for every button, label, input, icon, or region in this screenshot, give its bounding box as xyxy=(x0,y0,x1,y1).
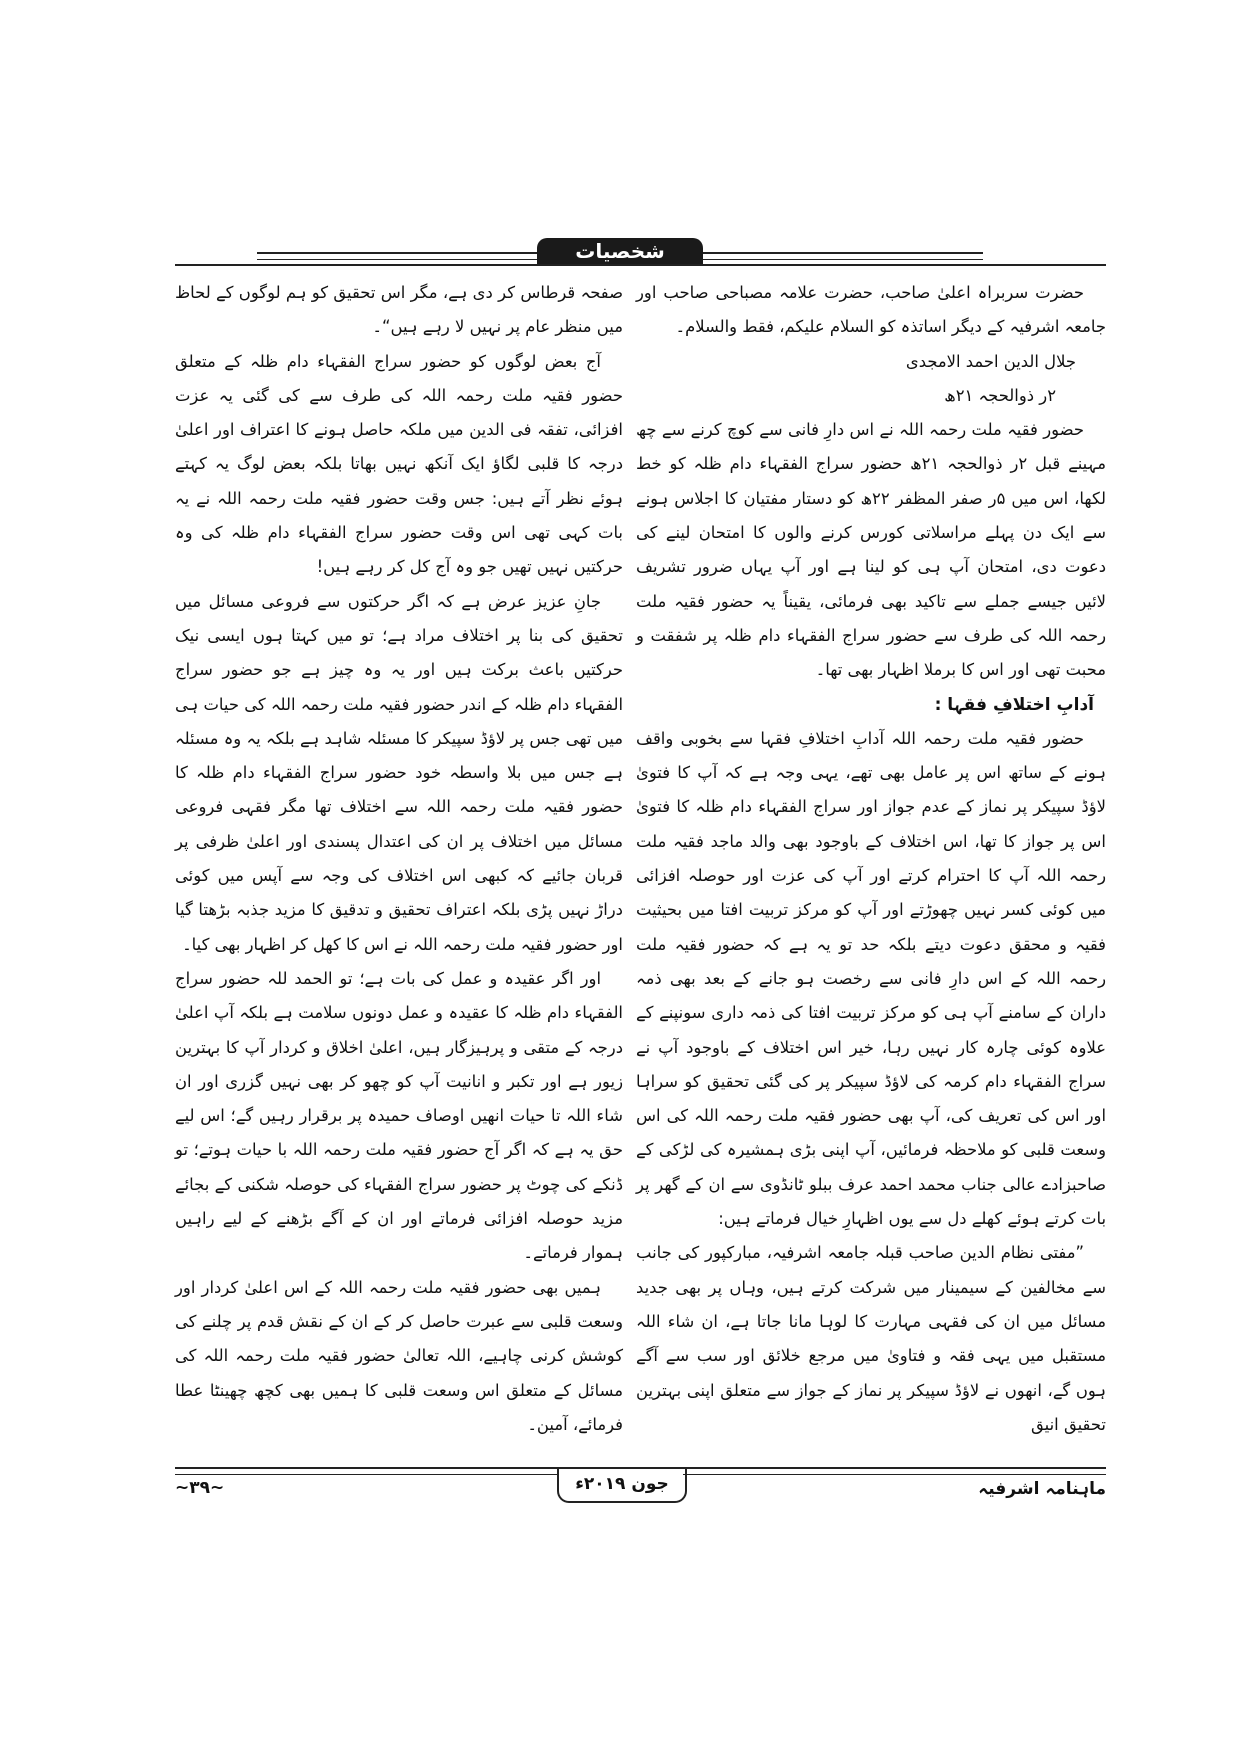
header-rule-right-thin xyxy=(703,259,983,260)
paragraph: حضور فقیہ ملت رحمہ اللہ نے اس دارِ فانی سے کوچ کرنے سے چھ مہینے قبل ۲ر ذوالحجہ ۲۱ھ حضور سراج الفقہاء دام ظلہ کو خط لکھا، اس میں ۵ر صفر المظفر ۲۲ھ کو دستار مفتیان کا اجلاس ہونے سے ایک دن پہلے مراسلاتی کورس کرنے والوں کا امتحان لینے کی دعوت دی، امتحان آپ ہی کو لینا ہے اور آپ یہاں ضرور تشریف لائیں جیسے جملے سے تاکید بھی فرمائی، یقیناً یہ حضور فقیہ ملت رحمہ اللہ کی طرف سے حضور سراج الفقہاء دام ظلہ پر شفقت و محبت تھی اور اس کا برملا اظہار بھی تھا۔ xyxy=(636,420,1106,680)
footer-rule-left xyxy=(175,1474,557,1475)
quotation: ”مفتی نظام الدین صاحب قبلہ جامعہ اشرفیہ، مبارکپور کی جانب سے مخالفین کے سیمینار میں شرکت کرتے ہیں، وہاں پر بھی جدید مسائل میں ان کی فقہی مہارت کا لوہا مانا جاتا ہے، ان شاء اللہ مستقبل میں یہی فقہ و فتاویٰ میں مرجع خلائق اور سب سے آگے ہوں گے، انھوں نے لاؤڈ سپیکر پر نماز کے جواز سے متعلق اپنی بہترین تحقیق انیق xyxy=(636,1243,1106,1434)
left-column xyxy=(175,276,623,1442)
footer-magazine-name: ماہنامہ اشرفیہ xyxy=(978,1479,1106,1499)
signature-name: جلال الدین احمد الامجدی xyxy=(905,351,1076,371)
paragraph: آج بعض لوگوں کو حضور سراج الفقہاء دام ظلہ کے متعلق حضور فقیہ ملت رحمہ اللہ کی طرف سے کی گئی یہ عزت افزائی، تفقہ فی الدین میں ملکہ حاصل ہونے کا اعتراف اور اعلیٰ درجہ کا قلبی لگاؤ ایک آنکھ نہیں بھاتا بلکہ بعض لوگ یہ کہتے ہوئے نظر آتے ہیں: جس وقت حضور فقیہ ملت رحمہ اللہ نے یہ بات کہی تھی اس وقت حضور سراج الفقہاء دام ظلہ کی وہ حرکتیں نہیں تھیں جو وہ آج کل کر رہے ہیں! xyxy=(175,351,623,577)
section-title: شخصیات xyxy=(537,238,703,264)
sub-heading: آدابِ اختلافِ فقہا : xyxy=(934,694,1094,715)
paragraph: اور اگر عقیدہ و عمل کی بات ہے؛ تو الحمد للہ حضور سراج الفقہاء دام ظلہ کا عقیدہ و عمل دونوں سلامت ہے بلکہ آپ اعلیٰ درجہ کے متقی و پرہیزگار ہیں، اعلیٰ اخلاق و کردار آپ کا بہترین زیور ہے اور تکبر و انانیت آپ کو چھو کر بھی نہیں گزری اور ان شاء اللہ تا حیات انھیں اوصاف حمیدہ پر برقرار رہیں گے؛ اس لیے حق یہ ہے کہ اگر آج حضور فقیہ ملت رحمہ اللہ با حیات ہوتے؛ تو ڈنکے کی چوٹ پر حضور سراج الفقہاء کی حوصلہ شکنی کے بجائے مزید حوصلہ افزائی فرماتے اور ان کے آگے بڑھنے کے لیے راہیں ہموار فرماتے۔ xyxy=(175,968,623,1263)
header-rule-left-thin xyxy=(257,259,537,260)
header-rule-full xyxy=(175,264,1106,266)
right-column xyxy=(636,276,1106,1442)
footer-issue-date: جون ۲۰۱۹ء xyxy=(557,1467,687,1503)
footer-page-number: ~۳۹~ xyxy=(175,1478,225,1498)
footer-rule-right xyxy=(683,1474,1106,1475)
paragraph: جانِ عزیز عرض ہے کہ اگر حرکتوں سے فروعی مسائل میں تحقیق کی بنا پر اختلاف مراد ہے؛ تو میں کہتا ہوں ایسی نیک حرکتیں باعث برکت ہیں اور یہ وہ چیز ہے جو حضور سراج الفقہاء دام ظلہ کے اندر حضور فقیہ ملت رحمہ اللہ کی حیات ہی میں تھی جس پر لاؤڈ سپیکر کا مسئلہ شاہد ہے بلکہ یہ وہ مسئلہ ہے جس میں بلا واسطہ خود حضور سراج الفقہاء دام ظلہ کا حضور فقیہ ملت رحمہ اللہ سے اختلاف تھا مگر فقہی فروعی مسائل میں اختلاف پر ان کی اعتدال پسندی اور اعلیٰ ظرفی پر قربان جائیے کہ کبھی اس اختلاف کی وجہ سے آپس میں کوئی دراڑ نہیں پڑی بلکہ اعتراف تحقیق و تدقیق کا مزید جذبہ بڑھتا گیا اور حضور فقیہ ملت رحمہ اللہ نے اس کا کھل کر اظہار بھی کیا۔ xyxy=(175,591,623,954)
header-rule-right xyxy=(703,252,983,254)
paragraph: صفحہ قرطاس کر دی ہے، مگر اس تحقیق کو ہم لوگوں کے لحاظ میں منظر عام پر نہیں لا رہے ہیں“۔ xyxy=(175,283,623,337)
signature-date: ۲ر ذوالحجہ ۲۱ھ xyxy=(944,385,1056,405)
paragraph: حضرت سربراہ اعلیٰ صاحب، حضرت علامہ مصباحی صاحب اور جامعہ اشرفیہ کے دیگر اساتذہ کو السلام علیکم، فقط والسلام۔ xyxy=(636,283,1106,337)
paragraph: ہمیں بھی حضور فقیہ ملت رحمہ اللہ کے اس اعلیٰ کردار اور وسعت قلبی سے عبرت حاصل کر کے ان کے نقش قدم پر چلنے کی کوشش کرنی چاہیے، اللہ تعالیٰ حضور فقیہ ملت رحمہ اللہ کی مسائل کے متعلق اس وسعت قلبی کا ہمیں بھی کچھ چھینٹا عطا فرمائے، آمین۔ xyxy=(175,1277,623,1434)
paragraph: حضور فقیہ ملت رحمہ اللہ آدابِ اختلافِ فقہا سے بخوبی واقف ہونے کے ساتھ اس پر عامل بھی تھے، یہی وجہ ہے کہ آپ کا فتویٰ لاؤڈ سپیکر پر نماز کے عدم جواز اور سراج الفقہاء دام ظلہ کا فتویٰ اس پر جواز کا تھا، اس اختلاف کے باوجود بھی والد ماجد فقیہ ملت رحمہ اللہ آپ کا احترام کرتے اور آپ کی عزت اور حوصلہ افزائی میں کوئی کسر نہیں چھوڑتے اور آپ کو مرکز تربیت افتا میں بحیثیت فقیہ و محقق دعوت دیتے بلکہ حد تو یہ ہے کہ حضور فقیہ ملت رحمہ اللہ کے اس دارِ فانی سے رخصت ہو جانے کے بعد بھی ذمہ داران کے سامنے آپ ہی کو مرکز تربیت افتا کی ذمہ داری سونپنے کے علاوہ کوئی چارہ کار نہیں رہا، خیر اس اختلاف کے باوجود آپ نے سراج الفقہاء دام کرمہ کی لاؤڈ سپیکر پر کی گئی تحقیق کو سراہا اور اس کی تعریف کی، آپ بھی حضور فقیہ ملت رحمہ اللہ کی اس وسعت قلبی کو ملاحظہ فرمائیں، آپ اپنی بڑی ہمشیرہ کی لڑکی کے صاحبزادے عالی جناب محمد احمد عرف ببلو ٹانڈوی سے ان کے گھر پر بات کرتے ہوئے کھلے دل سے یوں اظہارِ خیال فرماتے ہیں: xyxy=(636,728,1106,1229)
header-rule-left xyxy=(257,252,537,254)
